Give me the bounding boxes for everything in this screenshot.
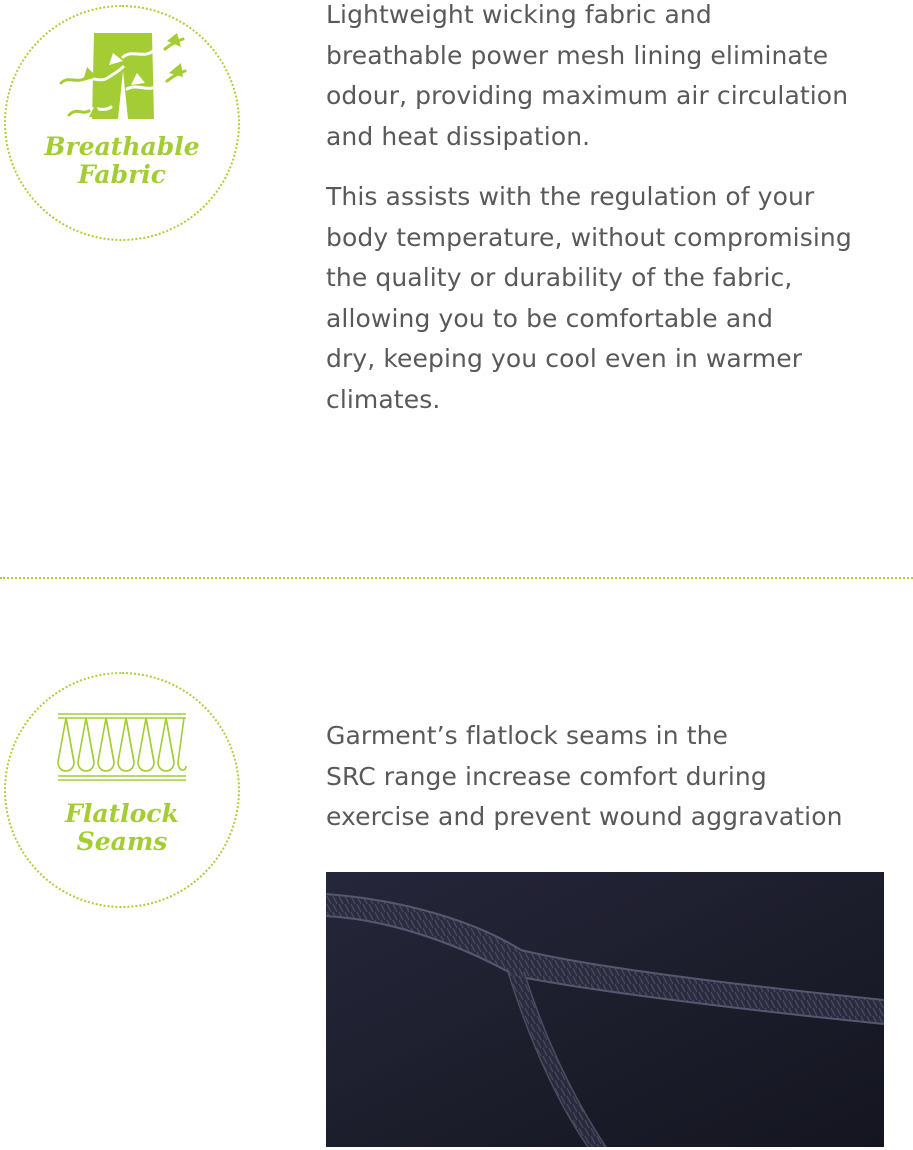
breathable-fabric-paragraph-1 [326,0,911,157]
text-line: This assists with the regulation of your [326,182,815,211]
text-line: allowing you to be comfortable and [326,303,774,333]
text-line: climates. [326,384,441,414]
badge-title-line: Fabric [78,160,166,189]
flatlock-seams-badge [4,672,240,908]
text-line: odour, providing maximum air circulation [326,81,849,110]
text-line: the quality or durability of the fabric, [326,263,793,292]
badge-title-line: Seams [76,827,168,856]
text-line: Garment’s flatlock seams in the [326,721,729,750]
breathable-fabric-paragraph-2 [326,177,911,420]
text-line: exercise and prevent wound aggravation [326,802,843,831]
breathable-fabric-icon [57,27,187,127]
text-line: Lightweight wicking fabric and [326,0,712,29]
badge-title-line: Flatlock [65,799,179,828]
breathable-fabric-badge [4,5,240,241]
flatlock-seams-paragraph [326,716,911,838]
seam-photo-graphic [326,872,884,1147]
flatlock-seam-fabric-photo [326,872,884,1147]
section-divider [0,577,913,579]
flatlock-seams-icon [56,710,188,784]
text-line: body temperature, without compromising [326,222,852,252]
badge-title-line: Breathable [44,132,200,161]
text-line: SRC range increase comfort during [326,761,767,791]
text-line: breathable power mesh lining eliminate [326,40,829,70]
badge-title [6,133,238,189]
badge-title [6,800,238,856]
text-line: and heat dissipation. [326,121,591,151]
text-line: dry, keeping you cool even in warmer [326,344,803,373]
